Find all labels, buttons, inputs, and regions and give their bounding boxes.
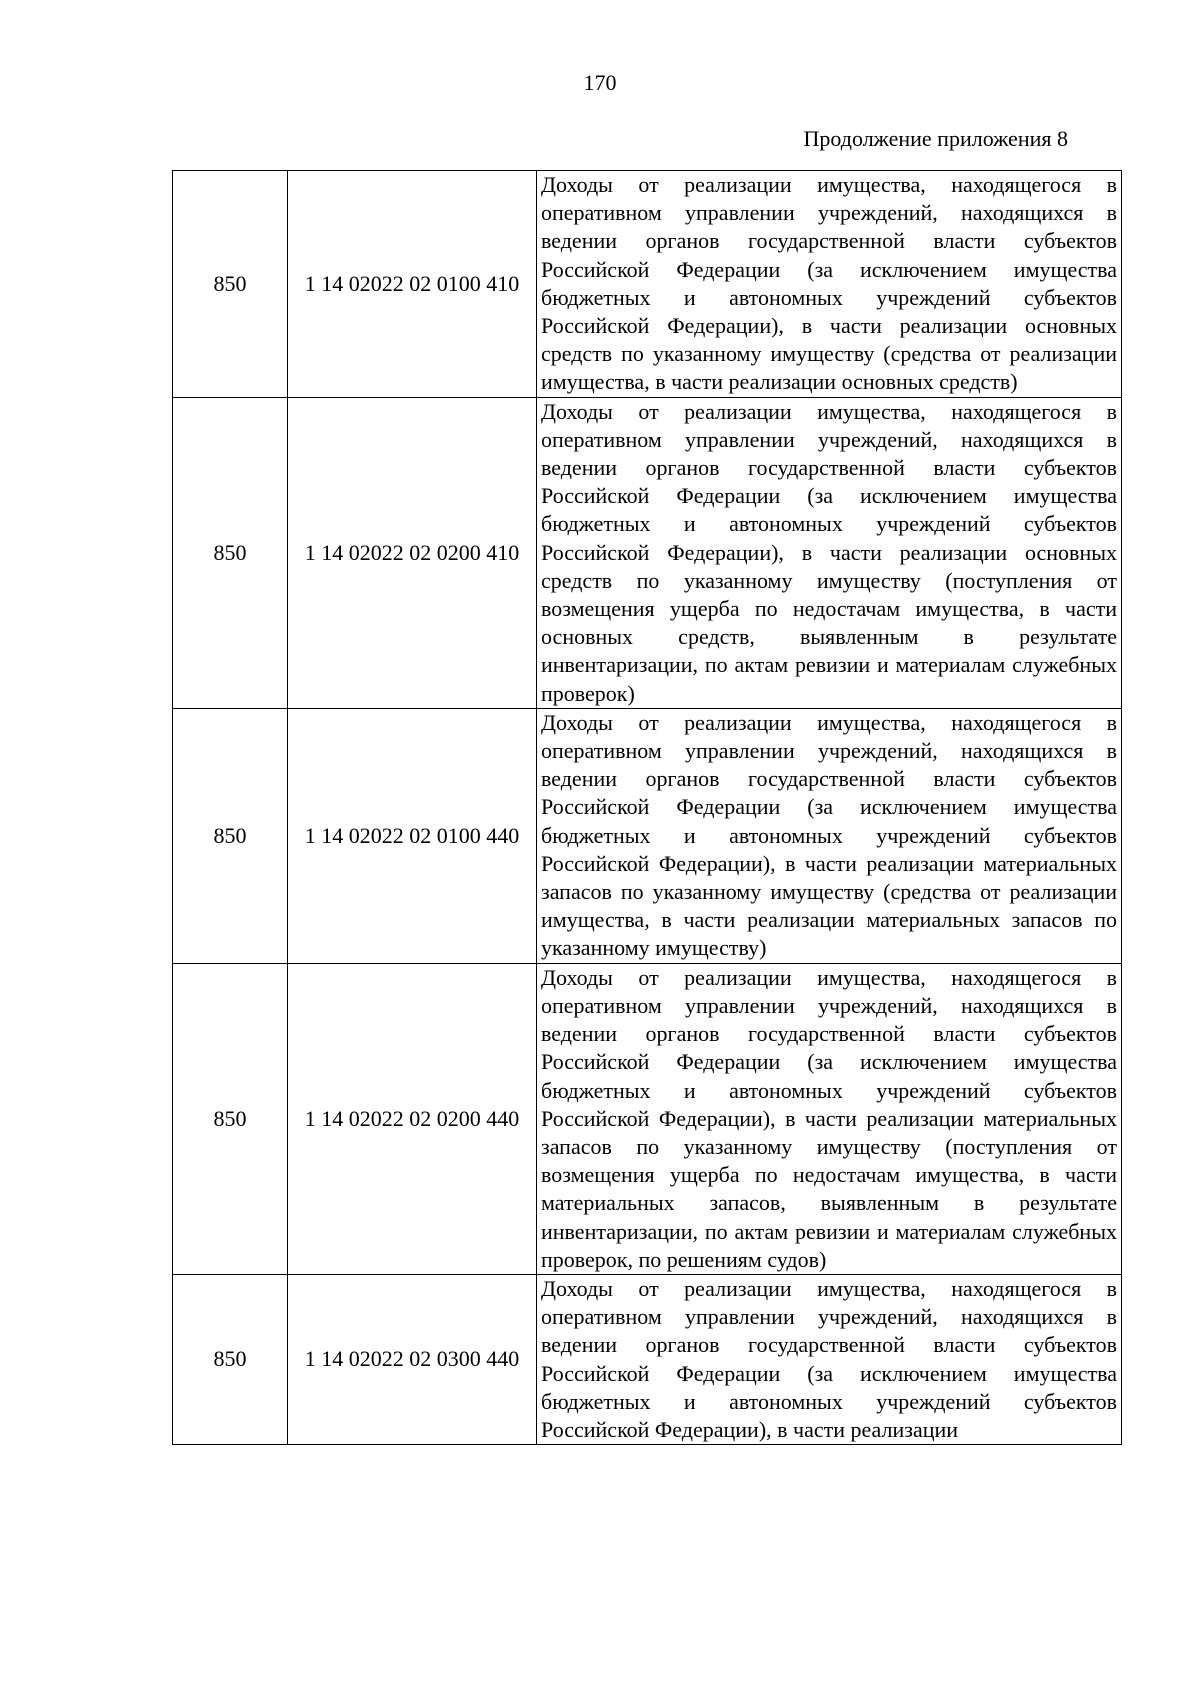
page-number: 170 xyxy=(583,70,617,95)
description-cell: Доходы от реализации имущества, находящегося в оперативном управлении учреждений, находящихся в ведении органов государственной власти субъектов Российской Федерации (за исключением имущества бюджетных и автономных учреждений субъектов Российской Федерации), в части реализации основных средств по указанному имуществу (средства от реализации имущества, в части реализации основных средств) xyxy=(537,171,1122,398)
admin-code-cell: 850 xyxy=(173,397,288,708)
table-row xyxy=(173,963,1122,1274)
admin-code-cell: 850 xyxy=(173,171,288,398)
revenue-codes-table xyxy=(172,170,1122,1445)
admin-code-cell: 850 xyxy=(173,708,288,963)
budget-code-cell: 1 14 02022 02 0100 440 xyxy=(288,708,537,963)
description-cell: Доходы от реализации имущества, находящегося в оперативном управлении учреждений, находящихся в ведении органов государственной власти субъектов Российской Федерации (за исключением имущества бюджетных и автономных учреждений субъектов Российской Федерации), в части реализации материальных запасов по указанному имуществу (поступления от возмещения ущерба по недостачам имущества, в части материальных запасов, выявленным в результате инвентаризации, по актам ревизии и материалам служебных проверок, по решениям судов) xyxy=(537,963,1122,1274)
admin-code-cell: 850 xyxy=(173,1274,288,1444)
description-cell: Доходы от реализации имущества, находящегося в оперативном управлении учреждений, находящихся в ведении органов государственной власти субъектов Российской Федерации (за исключением имущества бюджетных и автономных учреждений субъектов Российской Федерации), в части реализации xyxy=(537,1274,1122,1444)
description-cell: Доходы от реализации имущества, находящегося в оперативном управлении учреждений, находящихся в ведении органов государственной власти субъектов Российской Федерации (за исключением имущества бюджетных и автономных учреждений субъектов Российской Федерации), в части реализации материальных запасов по указанному имуществу (средства от реализации имущества, в части реализации материальных запасов по указанному имуществу) xyxy=(537,708,1122,963)
budget-code-cell: 1 14 02022 02 0100 410 xyxy=(288,171,537,398)
budget-code-cell: 1 14 02022 02 0200 410 xyxy=(288,397,537,708)
budget-code-cell: 1 14 02022 02 0200 440 xyxy=(288,963,537,1274)
table-row xyxy=(173,1274,1122,1444)
table-row xyxy=(173,171,1122,398)
admin-code-cell: 850 xyxy=(173,963,288,1274)
description-cell: Доходы от реализации имущества, находящегося в оперативном управлении учреждений, находящихся в ведении органов государственной власти субъектов Российской Федерации (за исключением имущества бюджетных и автономных учреждений субъектов Российской Федерации), в части реализации основных средств по указанному имуществу (поступления от возмещения ущерба по недостачам имущества, в части основных средств, выявленным в результате инвентаризации, по актам ревизии и материалам служебных проверок) xyxy=(537,397,1122,708)
budget-code-cell: 1 14 02022 02 0300 440 xyxy=(288,1274,537,1444)
table-row xyxy=(173,708,1122,963)
appendix-continuation-note: Продолжение приложения 8 xyxy=(803,126,1068,151)
table-row xyxy=(173,397,1122,708)
